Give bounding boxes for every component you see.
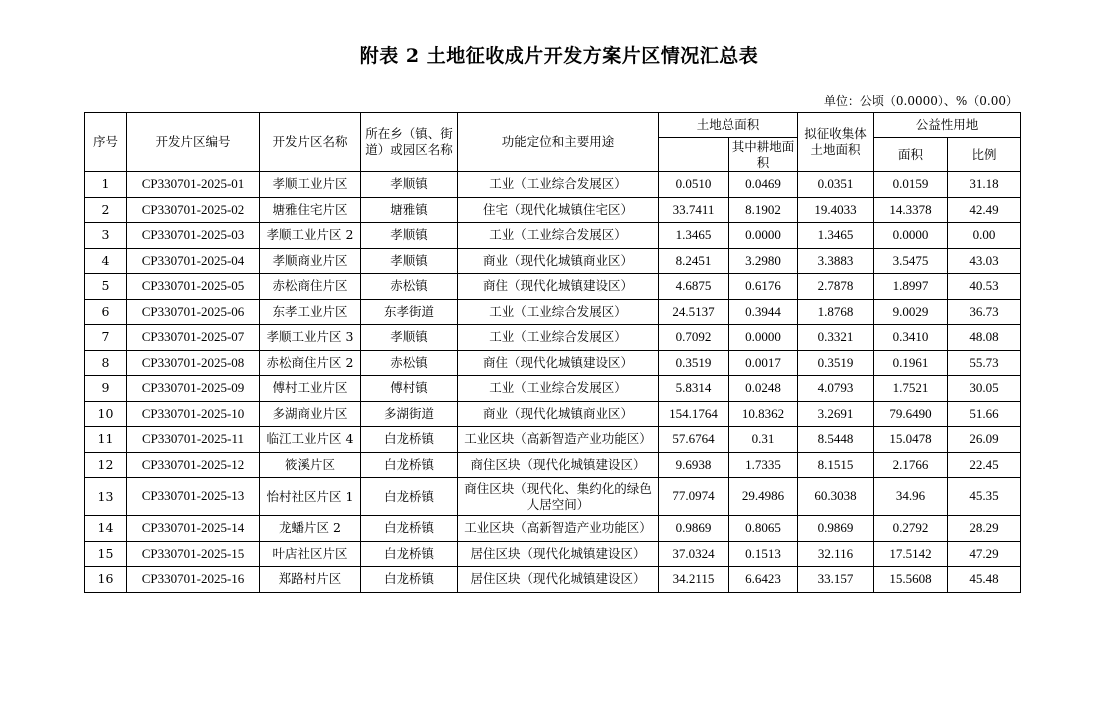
- cell-collective-area: 3.2691: [798, 401, 874, 427]
- cell-farmland-area: 10.8362: [729, 401, 798, 427]
- cell-seq: 8: [85, 350, 127, 376]
- cell-zone-name: 临江工业片区 4: [260, 427, 361, 453]
- cell-township: 多湖街道: [361, 401, 458, 427]
- cell-zone-code: CP330701-2025-16: [127, 567, 260, 593]
- header-public-ratio: 比例: [948, 138, 1021, 172]
- cell-farmland-area: 0.8065: [729, 516, 798, 542]
- cell-zone-code: CP330701-2025-10: [127, 401, 260, 427]
- cell-function: 商住区块（现代化、集约化的绿色人居空间）: [458, 478, 659, 516]
- cell-seq: 10: [85, 401, 127, 427]
- cell-public-area: 0.2792: [874, 516, 948, 542]
- cell-public-ratio: 40.53: [948, 274, 1021, 300]
- cell-collective-area: 8.1515: [798, 452, 874, 478]
- cell-zone-code: CP330701-2025-14: [127, 516, 260, 542]
- cell-zone-name: 怡村社区片区 1: [260, 478, 361, 516]
- cell-collective-area: 4.0793: [798, 376, 874, 402]
- cell-zone-code: CP330701-2025-11: [127, 427, 260, 453]
- cell-function: 工业（工业综合发展区）: [458, 223, 659, 249]
- cell-public-area: 34.96: [874, 478, 948, 516]
- header-zone-code: 开发片区编号: [127, 113, 260, 172]
- header-public-land: 公益性用地: [874, 113, 1021, 138]
- cell-seq: 1: [85, 172, 127, 198]
- cell-zone-code: CP330701-2025-06: [127, 299, 260, 325]
- cell-public-ratio: 28.29: [948, 516, 1021, 542]
- cell-public-ratio: 45.48: [948, 567, 1021, 593]
- cell-township: 赤松镇: [361, 274, 458, 300]
- cell-total-area: 9.6938: [659, 452, 729, 478]
- header-function: 功能定位和主要用途: [458, 113, 659, 172]
- cell-total-area: 0.7092: [659, 325, 729, 351]
- cell-seq: 7: [85, 325, 127, 351]
- table-row: [85, 350, 1021, 376]
- cell-function: 商业（现代化城镇商业区）: [458, 401, 659, 427]
- cell-zone-code: CP330701-2025-07: [127, 325, 260, 351]
- cell-township: 塘雅镇: [361, 197, 458, 223]
- cell-township: 东孝街道: [361, 299, 458, 325]
- table-row: [85, 376, 1021, 402]
- cell-zone-code: CP330701-2025-02: [127, 197, 260, 223]
- cell-function: 工业区块（高新智造产业功能区）: [458, 516, 659, 542]
- cell-township: 白龙桥镇: [361, 478, 458, 516]
- cell-public-ratio: 31.18: [948, 172, 1021, 198]
- cell-function: 工业区块（高新智造产业功能区）: [458, 427, 659, 453]
- cell-farmland-area: 0.0248: [729, 376, 798, 402]
- cell-zone-name: 赤松商住片区: [260, 274, 361, 300]
- cell-zone-name: 孝顺工业片区 3: [260, 325, 361, 351]
- cell-township: 白龙桥镇: [361, 427, 458, 453]
- cell-public-area: 0.0159: [874, 172, 948, 198]
- cell-farmland-area: 29.4986: [729, 478, 798, 516]
- cell-function: 工业（工业综合发展区）: [458, 172, 659, 198]
- table-row: [85, 248, 1021, 274]
- cell-collective-area: 2.7878: [798, 274, 874, 300]
- cell-public-ratio: 43.03: [948, 248, 1021, 274]
- cell-farmland-area: 0.6176: [729, 274, 798, 300]
- cell-seq: 11: [85, 427, 127, 453]
- cell-function: 商住（现代化城镇建设区）: [458, 350, 659, 376]
- cell-public-area: 0.0000: [874, 223, 948, 249]
- cell-zone-name: 叶店社区片区: [260, 541, 361, 567]
- cell-seq: 15: [85, 541, 127, 567]
- cell-total-area: 33.7411: [659, 197, 729, 223]
- cell-farmland-area: 0.31: [729, 427, 798, 453]
- cell-total-area: 57.6764: [659, 427, 729, 453]
- cell-zone-name: 孝顺工业片区 2: [260, 223, 361, 249]
- cell-zone-name: 孝顺商业片区: [260, 248, 361, 274]
- cell-farmland-area: 0.0469: [729, 172, 798, 198]
- table-row: [85, 197, 1021, 223]
- cell-zone-code: CP330701-2025-12: [127, 452, 260, 478]
- cell-seq: 9: [85, 376, 127, 402]
- cell-function: 住宅（现代化城镇住宅区）: [458, 197, 659, 223]
- cell-collective-area: 0.3519: [798, 350, 874, 376]
- cell-collective-area: 19.4033: [798, 197, 874, 223]
- cell-township: 傅村镇: [361, 376, 458, 402]
- cell-public-area: 17.5142: [874, 541, 948, 567]
- cell-total-area: 4.6875: [659, 274, 729, 300]
- header-zone-name: 开发片区名称: [260, 113, 361, 172]
- cell-farmland-area: 3.2980: [729, 248, 798, 274]
- cell-township: 白龙桥镇: [361, 567, 458, 593]
- cell-township: 孝顺镇: [361, 223, 458, 249]
- cell-zone-name: 筱溪片区: [260, 452, 361, 478]
- cell-township: 赤松镇: [361, 350, 458, 376]
- cell-seq: 16: [85, 567, 127, 593]
- cell-public-area: 15.5608: [874, 567, 948, 593]
- table-row: [85, 325, 1021, 351]
- cell-zone-name: 傅村工业片区: [260, 376, 361, 402]
- cell-function: 商住（现代化城镇建设区）: [458, 274, 659, 300]
- cell-zone-name: 塘雅住宅片区: [260, 197, 361, 223]
- cell-seq: 12: [85, 452, 127, 478]
- header-collective-area: 拟征收集体土地面积: [798, 113, 874, 172]
- cell-township: 白龙桥镇: [361, 516, 458, 542]
- cell-public-ratio: 48.08: [948, 325, 1021, 351]
- cell-zone-name: 龙蟠片区 2: [260, 516, 361, 542]
- cell-zone-code: CP330701-2025-13: [127, 478, 260, 516]
- header-total-area: 土地总面积: [659, 113, 798, 138]
- cell-collective-area: 33.157: [798, 567, 874, 593]
- cell-seq: 6: [85, 299, 127, 325]
- cell-zone-name: 孝顺工业片区: [260, 172, 361, 198]
- cell-farmland-area: 6.6423: [729, 567, 798, 593]
- cell-public-area: 0.3410: [874, 325, 948, 351]
- cell-collective-area: 0.0351: [798, 172, 874, 198]
- cell-collective-area: 32.116: [798, 541, 874, 567]
- cell-public-ratio: 22.45: [948, 452, 1021, 478]
- cell-zone-name: 赤松商住片区 2: [260, 350, 361, 376]
- cell-township: 白龙桥镇: [361, 541, 458, 567]
- table-row: [85, 299, 1021, 325]
- cell-seq: 5: [85, 274, 127, 300]
- cell-zone-name: 东孝工业片区: [260, 299, 361, 325]
- cell-public-ratio: 26.09: [948, 427, 1021, 453]
- cell-public-area: 14.3378: [874, 197, 948, 223]
- cell-collective-area: 0.3321: [798, 325, 874, 351]
- cell-public-area: 1.8997: [874, 274, 948, 300]
- cell-public-area: 3.5475: [874, 248, 948, 274]
- cell-zone-code: CP330701-2025-01: [127, 172, 260, 198]
- cell-public-ratio: 51.66: [948, 401, 1021, 427]
- table-row: [85, 274, 1021, 300]
- cell-township: 孝顺镇: [361, 325, 458, 351]
- table-row: [85, 516, 1021, 542]
- cell-farmland-area: 0.1513: [729, 541, 798, 567]
- cell-public-ratio: 55.73: [948, 350, 1021, 376]
- cell-zone-code: CP330701-2025-03: [127, 223, 260, 249]
- table-row: [85, 427, 1021, 453]
- cell-collective-area: 1.3465: [798, 223, 874, 249]
- cell-farmland-area: 0.3944: [729, 299, 798, 325]
- cell-total-area: 37.0324: [659, 541, 729, 567]
- cell-collective-area: 60.3038: [798, 478, 874, 516]
- cell-public-area: 0.1961: [874, 350, 948, 376]
- cell-total-area: 154.1764: [659, 401, 729, 427]
- header-public-area: 面积: [874, 138, 948, 172]
- table-row: [85, 452, 1021, 478]
- table-row: [85, 401, 1021, 427]
- cell-farmland-area: 0.0000: [729, 325, 798, 351]
- cell-public-ratio: 36.73: [948, 299, 1021, 325]
- table-row: [85, 478, 1021, 516]
- cell-collective-area: 3.3883: [798, 248, 874, 274]
- page-title: 附表 2 土地征收成片开发方案片区情况汇总表: [359, 45, 759, 67]
- cell-collective-area: 8.5448: [798, 427, 874, 453]
- cell-zone-code: CP330701-2025-09: [127, 376, 260, 402]
- table-row: [85, 567, 1021, 593]
- cell-total-area: 5.8314: [659, 376, 729, 402]
- cell-public-ratio: 45.35: [948, 478, 1021, 516]
- cell-public-area: 79.6490: [874, 401, 948, 427]
- cell-seq: 14: [85, 516, 127, 542]
- unit-note: 单位：公顷（0.0000）、%（0.00）: [823, 94, 1018, 108]
- cell-total-area: 0.9869: [659, 516, 729, 542]
- cell-farmland-area: 0.0017: [729, 350, 798, 376]
- table-row: [85, 172, 1021, 198]
- cell-total-area: 0.0510: [659, 172, 729, 198]
- cell-public-ratio: 42.49: [948, 197, 1021, 223]
- header-total-area-sub: [659, 138, 729, 172]
- summary-table: [84, 112, 1021, 593]
- cell-public-ratio: 47.29: [948, 541, 1021, 567]
- cell-farmland-area: 1.7335: [729, 452, 798, 478]
- cell-zone-code: CP330701-2025-05: [127, 274, 260, 300]
- cell-public-area: 9.0029: [874, 299, 948, 325]
- cell-function: 居住区块（现代化城镇建设区）: [458, 567, 659, 593]
- cell-total-area: 24.5137: [659, 299, 729, 325]
- header-seq: 序号: [85, 113, 127, 172]
- cell-public-area: 15.0478: [874, 427, 948, 453]
- cell-zone-code: CP330701-2025-08: [127, 350, 260, 376]
- header-township: 所在乡（镇、街道）或园区名称: [361, 113, 458, 172]
- table-row: [85, 541, 1021, 567]
- cell-seq: 2: [85, 197, 127, 223]
- cell-zone-code: CP330701-2025-15: [127, 541, 260, 567]
- cell-public-ratio: 0.00: [948, 223, 1021, 249]
- table-header: [85, 113, 1021, 172]
- cell-zone-code: CP330701-2025-04: [127, 248, 260, 274]
- cell-collective-area: 0.9869: [798, 516, 874, 542]
- cell-township: 孝顺镇: [361, 172, 458, 198]
- cell-public-area: 2.1766: [874, 452, 948, 478]
- cell-public-ratio: 30.05: [948, 376, 1021, 402]
- cell-total-area: 77.0974: [659, 478, 729, 516]
- cell-total-area: 0.3519: [659, 350, 729, 376]
- cell-function: 工业（工业综合发展区）: [458, 325, 659, 351]
- cell-collective-area: 1.8768: [798, 299, 874, 325]
- cell-function: 工业（工业综合发展区）: [458, 299, 659, 325]
- cell-seq: 4: [85, 248, 127, 274]
- cell-seq: 3: [85, 223, 127, 249]
- table-body: [85, 172, 1021, 593]
- cell-zone-name: 郑路村片区: [260, 567, 361, 593]
- cell-total-area: 8.2451: [659, 248, 729, 274]
- cell-function: 工业（工业综合发展区）: [458, 376, 659, 402]
- cell-township: 白龙桥镇: [361, 452, 458, 478]
- cell-public-area: 1.7521: [874, 376, 948, 402]
- cell-zone-name: 多湖商业片区: [260, 401, 361, 427]
- header-farmland-area: 其中耕地面积: [729, 138, 798, 172]
- cell-seq: 13: [85, 478, 127, 516]
- cell-function: 居住区块（现代化城镇建设区）: [458, 541, 659, 567]
- cell-township: 孝顺镇: [361, 248, 458, 274]
- cell-function: 商住区块（现代化城镇建设区）: [458, 452, 659, 478]
- cell-total-area: 34.2115: [659, 567, 729, 593]
- cell-total-area: 1.3465: [659, 223, 729, 249]
- cell-farmland-area: 0.0000: [729, 223, 798, 249]
- cell-farmland-area: 8.1902: [729, 197, 798, 223]
- table-row: [85, 223, 1021, 249]
- cell-function: 商业（现代化城镇商业区）: [458, 248, 659, 274]
